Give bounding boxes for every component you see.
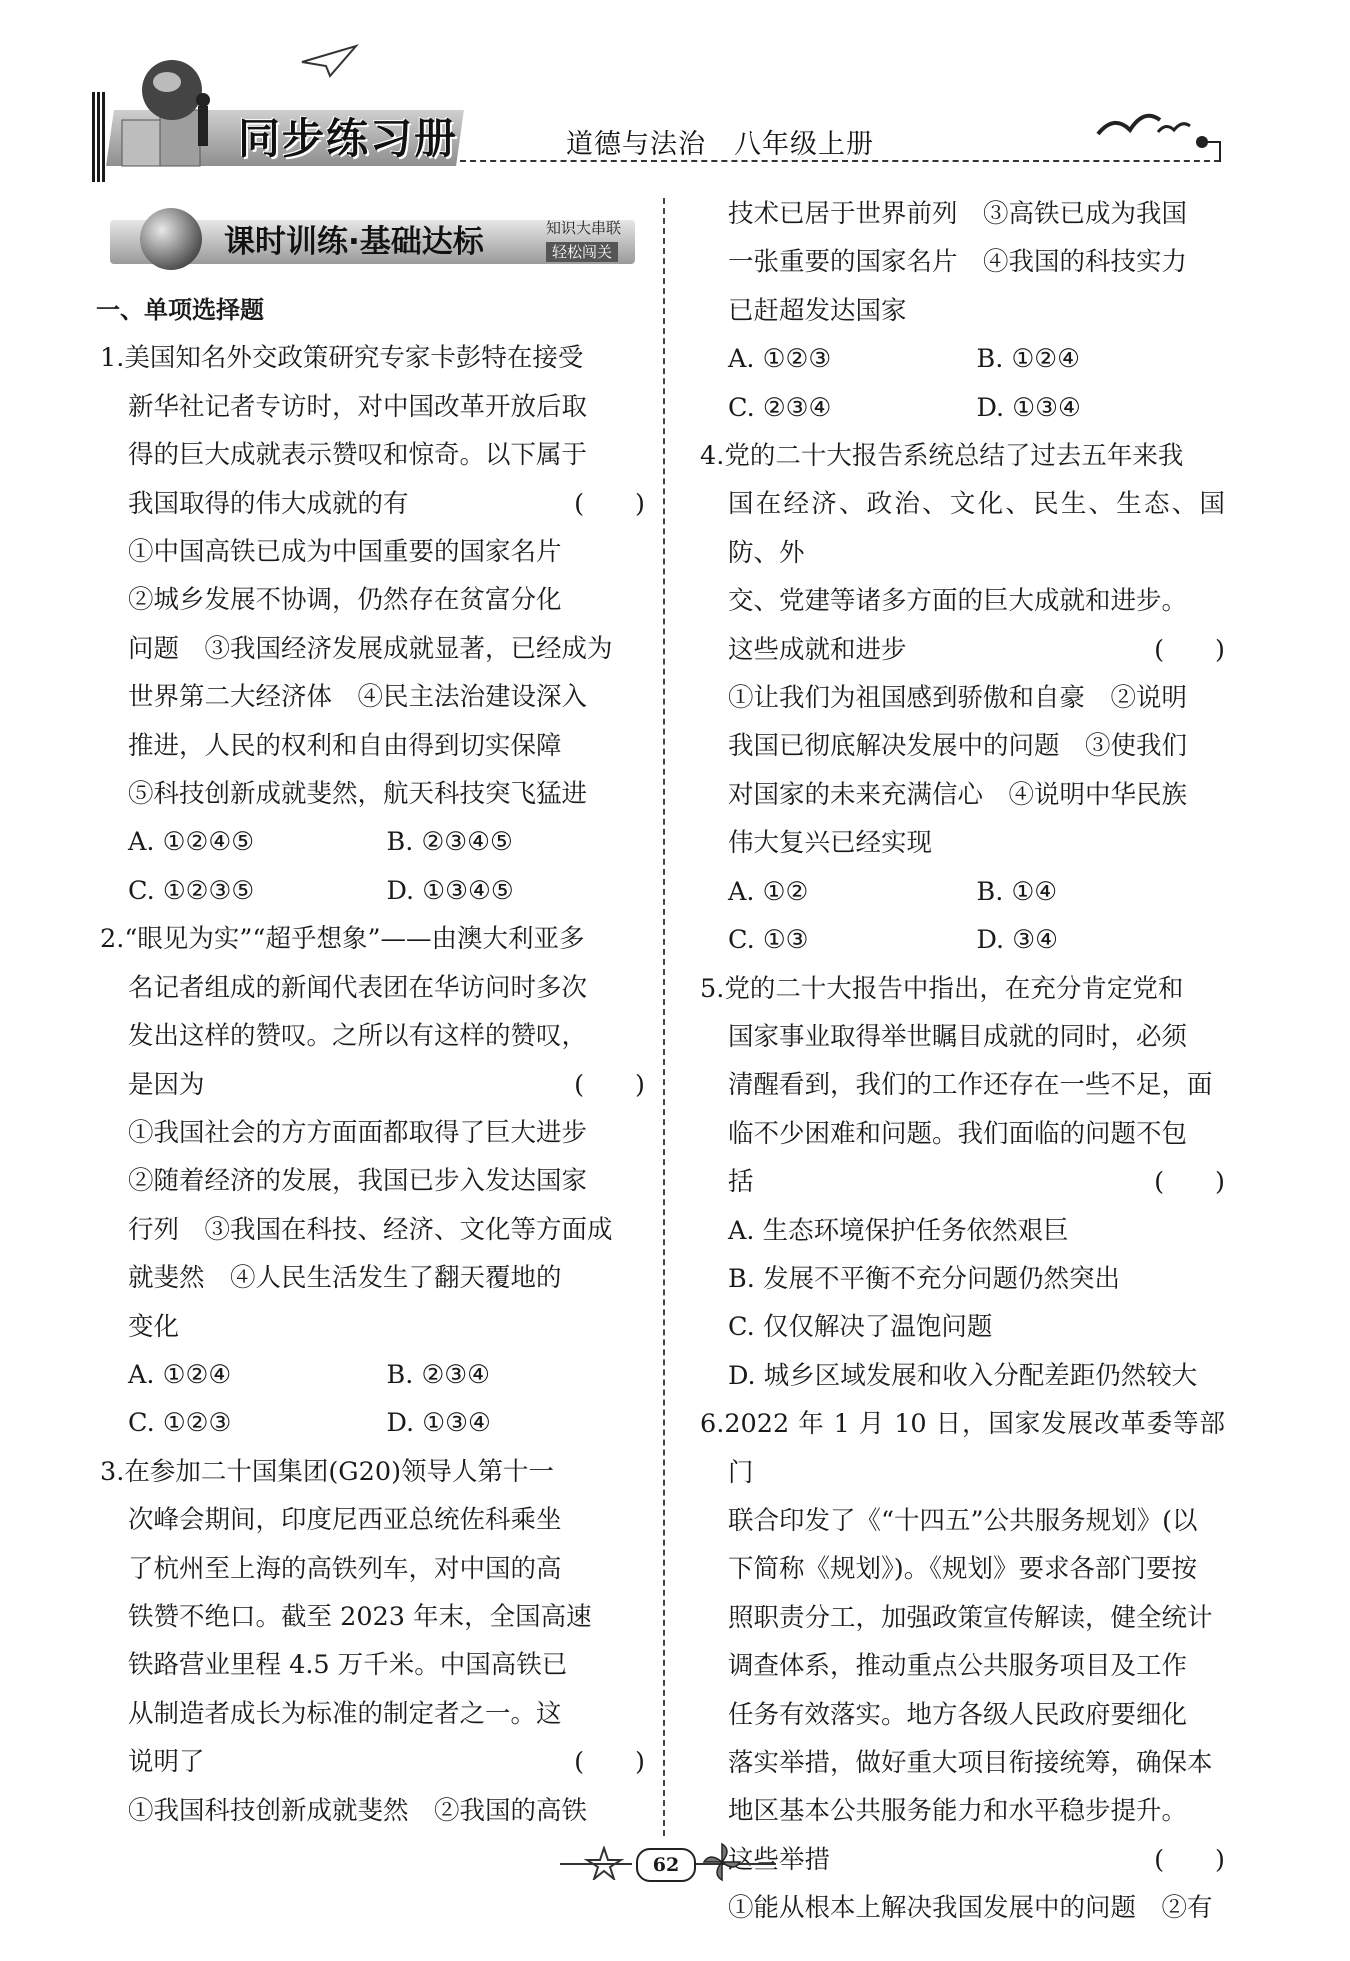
question-stem-line: 国家事业取得举世瞩目成就的同时，必须 [728,1021,1188,1052]
question-2 [100,915,645,1447]
option-c[interactable]: C. ①②③⑤ [128,875,255,906]
left-column [96,190,645,1835]
section-tag-top: 知识大串联 [546,219,622,237]
option-d[interactable]: D. ③④ [976,925,1058,956]
question-stem-line: 清醒看到，我们的工作还存在一些不足，面 [728,1070,1213,1101]
statement-line: 就斐然 ④人民生活发生了翻天覆地的 [128,1263,562,1294]
globe-figure-icon [112,50,252,170]
statement-line: 行列 ③我国在科技、经济、文化等方面成 [128,1214,613,1245]
star-icon [584,1846,624,1880]
page-number: 62 [636,1848,696,1882]
options-row [700,335,1225,383]
pinwheel-icon [700,1840,744,1884]
question-stem-line-last [700,1158,1225,1206]
section-title: 课时训练·基础达标 [224,224,484,260]
option-c[interactable]: C. ①②③ [128,1408,232,1439]
question-stem-line-last [100,480,645,528]
question-stem-line: 铁路营业里程 4.5 万千米。中国高铁已 [128,1650,568,1681]
statement-line: ①我国社会的方方面面都取得了巨大进步 [128,1117,588,1148]
question-3 [100,1448,645,1835]
question-stem-line: 下简称《规划》)。《规划》要求各部门要按 [728,1554,1197,1585]
question-5 [700,965,1225,1401]
header-stripes [92,92,106,182]
question-stem-line: 地区基本公共服务能力和水平稳步提升。 [728,1796,1188,1827]
question-stem-text: 括 [728,1167,754,1198]
column-divider [663,198,665,1836]
question-stem-line: 5.党的二十大报告中指出，在充分肯定党和 [700,973,1184,1004]
question-stem-line: 新华社记者专访时，对中国改革开放后取 [128,391,588,422]
option-b[interactable]: B. ①④ [976,876,1058,907]
question-1 [100,334,645,915]
question-stem-line: 落实举措，做好重大项目衔接统筹，确保本 [728,1748,1213,1778]
options-row [700,916,1225,964]
question-stem-line: 照职责分工，加强政策宣传解读，健全统计 [728,1602,1213,1633]
statement-line: ①让我们为祖国感到骄傲和自豪 ②说明 [728,683,1188,714]
option-c[interactable]: C. ②③④ [728,392,832,423]
statement-line: ⑤科技创新成就斐然，航天科技突飞猛进 [128,779,588,810]
question-3-continued [700,190,1225,432]
statement-line: 世界第二大经济体 ④民主法治建设深入 [128,682,588,713]
question-stem-line-last [700,626,1225,674]
question-stem-line: 铁赞不绝口。截至 2023 年末，全国高速 [128,1601,592,1632]
question-stem-line: 2.“眼见为实”“超乎想象”——由澳大利亚多 [100,924,585,955]
options-row [100,1399,645,1447]
question-stem-line: 了杭州至上海的高铁列车，对中国的高 [128,1553,562,1584]
question-stem-line: 交、党建等诸多方面的巨大成就和进步。 [728,586,1188,617]
question-stem-line: 得的巨大成就表示赞叹和惊奇。以下属于 [128,440,588,471]
option-c[interactable]: C. 仅仅解决了温饱问题 [728,1312,993,1343]
option-b[interactable]: B. ②③④ [386,1359,491,1390]
statement-line: ①中国高铁已成为中国重要的国家名片 [128,537,562,568]
statement-line: 推进，人民的权利和自由得到切实保障 [128,730,562,761]
statement-line: 问题 ③我国经济发展成就显著，已经成为 [128,633,613,664]
answer-bracket[interactable]: ( ) [1154,1844,1225,1875]
question-stem-line: 任务有效落实。地方各级人民政府要细化 [728,1699,1188,1730]
book-title: 同步练习册 [238,114,459,163]
answer-bracket[interactable]: ( ) [574,488,645,519]
statement-line: ①我国科技创新成就斐然 ②我国的高铁 [128,1795,588,1826]
answer-bracket[interactable]: ( ) [1154,634,1225,665]
question-stem-text: 是因为 [128,1069,205,1100]
options-row [700,384,1225,432]
option-a[interactable]: A. 生态环境保护任务依然艰巨 [728,1215,1069,1246]
question-stem-line: 次峰会期间，印度尼西亚总统佐科乘坐 [128,1505,562,1536]
paper-plane-icon [300,42,360,82]
question-stem-line: 名记者组成的新闻代表团在华访问时多次 [128,972,588,1003]
statement-line: 伟大复兴已经实现 [728,828,933,859]
option-a[interactable]: A. ①②④ [128,1359,232,1390]
question-stem-line: 发出这样的赞叹。之所以有这样的赞叹， [128,1021,588,1052]
right-column [700,190,1225,1933]
statement-line: 我国已彻底解决发展中的问题 ③使我们 [728,731,1188,762]
section-banner [100,190,645,286]
options-row [700,868,1225,916]
option-b[interactable]: B. ②③④⑤ [386,827,513,858]
section-tag-bottom: 轻松闯关 [546,242,618,262]
option-c[interactable]: C. ①③ [728,925,809,956]
page-header [0,0,1350,190]
question-stem-line: 1.美国知名外交政策研究专家卡彭特在接受 [100,343,584,374]
question-stem-text: 这些举措 [728,1844,831,1875]
option-d[interactable]: D. ①③④ [386,1408,491,1439]
answer-bracket[interactable]: ( ) [1154,1167,1225,1198]
option-d[interactable]: D. ①③④ [976,392,1081,423]
section-heading: 一、单项选择题 [96,296,264,324]
statement-line: ②随着经济的发展，我国已步入发达国家 [128,1166,588,1197]
answer-bracket[interactable]: ( ) [574,1747,645,1778]
question-stem-line: 国在经济、政治、文化、民生、生态、国防、外 [728,489,1225,568]
option-b[interactable]: B. 发展不平衡不充分问题仍然突出 [728,1263,1120,1294]
option-a[interactable]: A. ①②④⑤ [128,827,255,858]
statement-line: ②城乡发展不协调，仍然存在贫富分化 [128,585,562,616]
statement-line: ①能从根本上解决我国发展中的问题 ②有 [728,1893,1213,1924]
option-a[interactable]: A. ①② [728,876,809,907]
question-stem-line: 联合印发了《“十四五”公共服务规划》(以 [728,1505,1198,1536]
question-stem-line: 6.2022 年 1 月 10 日，国家发展改革委等部门 [700,1409,1225,1488]
statement-line: 对国家的未来充满信心 ④说明中华民族 [728,779,1188,810]
question-stem-line: 调查体系，推动重点公共服务项目及工作 [728,1651,1188,1682]
answer-bracket[interactable]: ( ) [574,1069,645,1100]
question-stem-text: 这些成就和进步 [728,634,907,665]
option-d[interactable]: D. 城乡区域发展和收入分配差距仍然较大 [728,1360,1198,1391]
statement-line: 技术已居于世界前列 ③高铁已成为我国 [728,199,1188,229]
statement-line: 一张重要的国家名片 ④我国的科技实力 [728,247,1188,278]
question-stem-line: 4.党的二十大报告系统总结了过去五年来我 [700,441,1184,472]
question-stem-line-last [100,1738,645,1786]
page-footer [0,1836,1350,1916]
question-stem-line-last [100,1061,645,1109]
options-row [100,1351,645,1399]
question-stem-line: 从制造者成长为标准的制定者之一。这 [128,1698,562,1729]
question-stem-text: 说明了 [128,1747,205,1778]
statement-line: 变化 [128,1311,180,1342]
option-b[interactable]: B. ①②④ [976,344,1081,375]
birds-icon [1094,100,1224,170]
question-4 [700,432,1225,964]
option-a[interactable]: A. ①②③ [728,344,832,375]
options-row [100,818,645,866]
option-d[interactable]: D. ①③④⑤ [386,875,514,906]
globe-icon [140,208,202,270]
subject-label: 道德与法治 八年级上册 [566,129,874,160]
question-stem-line: 3.在参加二十国集团(G20)领导人第十一 [100,1456,555,1487]
statement-line: 已赶超发达国家 [728,295,907,326]
question-stem-text: 我国取得的伟大成就的有 [128,488,409,519]
options-row [100,867,645,915]
question-stem-line: 临不少困难和问题。我们面临的问题不包 [728,1118,1188,1149]
